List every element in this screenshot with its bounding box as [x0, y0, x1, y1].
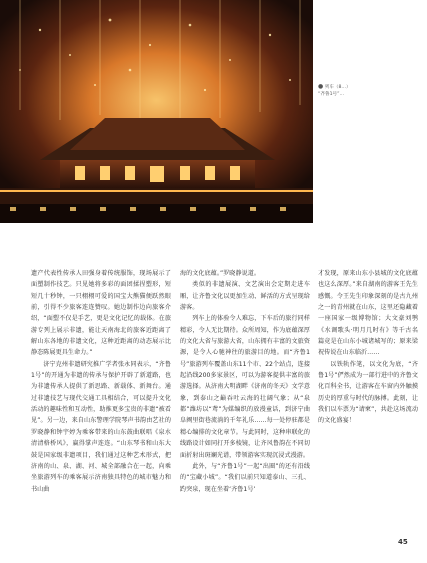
paragraph: 类似的非遗展演、文艺演出会定期走进车厢，让齐鲁文化以更加生动、鲜活的方式呈现给游客。 — [180, 281, 310, 312]
column-2 — [180, 268, 310, 495]
caption-paragraph-2: “齐鲁1号”… — [318, 91, 345, 97]
paragraph: 以铁轨作笔，以文化为底，“齐鲁1号”俨然成为一部行进中的齐鲁文化百科全书，让游客在车窗内外触摸历史的厚重与时代的脉搏。此刻，让我们以车票为“请柬”，共赴这场流动的文化盛宴！ — [318, 360, 418, 425]
paragraph: 济宁克州非遗研究推广学者张永同表示，“齐鲁1号”的开通为非遗的传承与保护开辟了新道路，也为非遗传承人提供了新思路、新载体、新舞台。通过非遗技艺与现代交通工具相结合，可以提升文化活动的趣味性和互动性，助推更多宝贵的非遗“被看见”。另一边，来自山东警理学院琴声书韵由艺社的罗晓静和钟宇婷为乘客带来的山东鼓曲联唱《泉水清清格桥风》，赢得掌声连连。“山东琴书和山东大鼓是国家级非遗项目，我们通过这种艺术形式，把济南的山、泉、湖、河、城全部融合在一起，向乘坐旅游列车的乘客展示济南独具特色的城市魅力和书山曲 — [31, 360, 171, 493]
paragraph: 列车上的体验令人难忘，下车后的旅行同样精彩，令人无比期待。众所周知，作为底蕴深厚的文化大省与旅游大省，山东拥有丰富的文旅资源，是令人心驰神往的旅游目的地。而“齐鲁1号”旅游列车覆盖山东11个市、22个站点，连接起沿线200多家景区，可以为游客提供丰富的旅游选择。从济南大明湖畔《济南的冬天》文学意象，到泰山之巅吞吐云海的壮阔气象；从“泉都”潍坊以“鸢”为媒编织的放漫童话，到济宁曲阜阙里街巷流淌的千年礼乐……每一处停驻都是精心编排的文化章节。与此同时，这种串联化的线路设计如同打开多棱镜，让齐风鲁韵在不同切面折射出斑斓光谱，带领游客实现沉浸式漫游。 — [180, 315, 310, 459]
paragraph: 此外，与“齐鲁1号”一起“出圈”的还有沿线的“宝藏小城”。“我们以前只知道泰山、三孔、趵突泉，现在坐着‘齐鲁1号’ — [180, 462, 310, 493]
hero-photo — [0, 0, 313, 223]
location-pin-icon: ● — [318, 83, 324, 90]
column-1 — [31, 268, 171, 495]
photo-caption — [318, 84, 422, 99]
night-palace-illustration — [0, 0, 313, 223]
paragraph: 遗产代表性传承人田强身着传统服饰，现场展示了面塑制作技艺。只见她将多彩的面团揉捏塑形，短短几十秒钟，一只栩栩可爱的国宝大熊猫便跃然眼前，引得不少旅客连连赞叹。她边制作边向旅客介绍，“面塑不仅是手艺，更是文化记忆的载体。在旅游专列上展示非遗，能让天南海北的旅客近距离了解山东各地的非遗文化，这种近距离的动态展示比静态陈展更具生命力。” — [31, 270, 171, 357]
paragraph: 才发现，原来山东小县城的文化底蕴也这么深厚。”来自湖南的游客王先生感慨。令王先生印象深刻的是古九州之一的青州就在山东，这里还隐藏着一座国家一级博物馆；大文豪刘鹗《水调歌头·明月几时有》等千古名篇竟是在山东小城诸城写的；原来梁祝传说在山东临沂…… — [318, 270, 418, 357]
paragraph: 海的文化底蕴。”罗晓静说道。 — [180, 270, 261, 277]
page-number: 45 — [398, 538, 408, 546]
article-body — [0, 268, 427, 548]
column-3 — [318, 268, 418, 427]
caption-paragraph-1: ● 列车（8…） — [318, 83, 351, 90]
